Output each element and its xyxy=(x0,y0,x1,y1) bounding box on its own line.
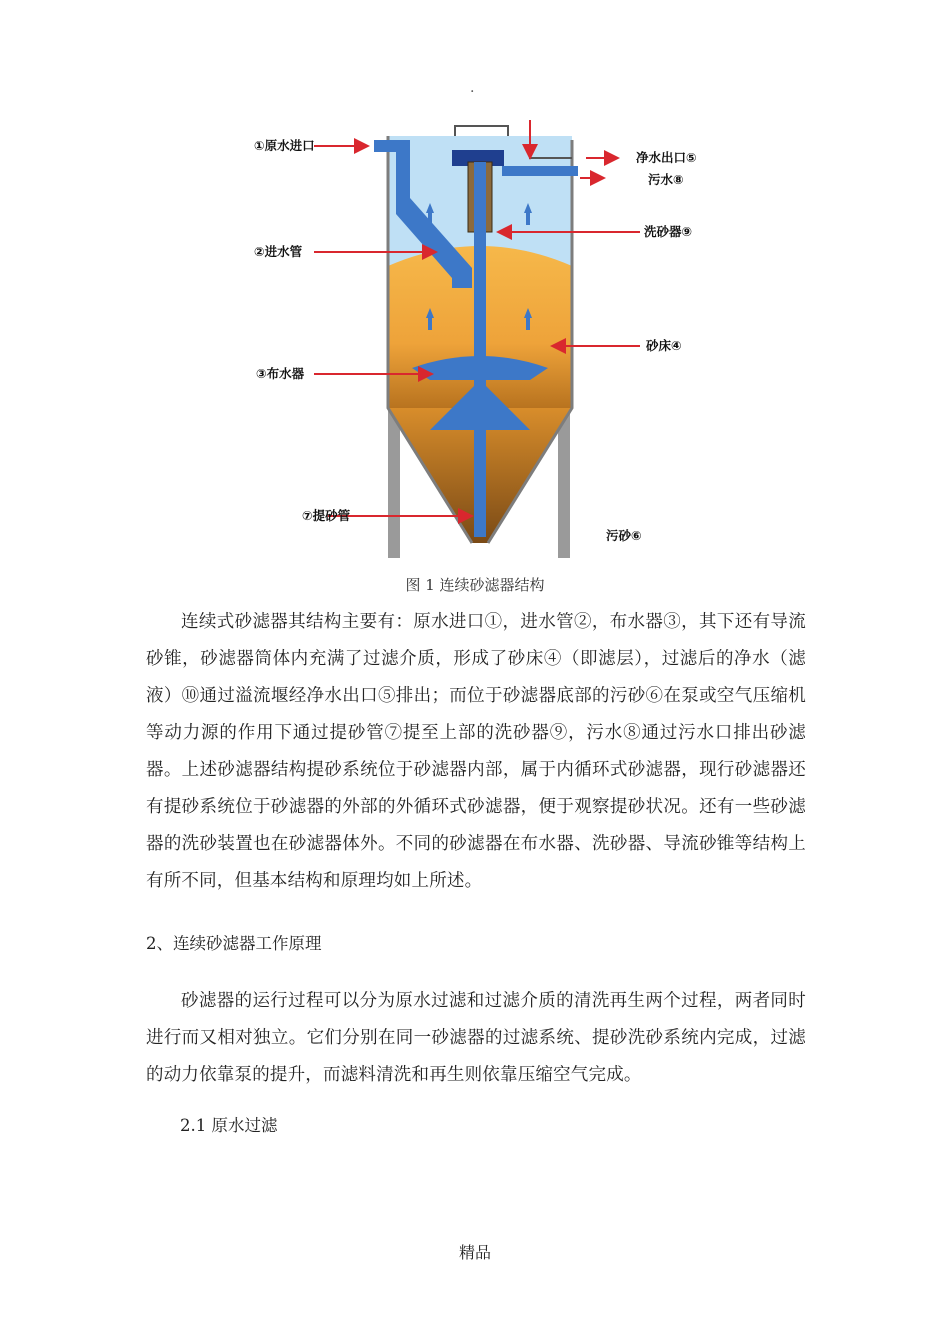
paragraph-structure: 连续式砂滤器其结构主要有：原水进口①，进水管②，布水器③，其下还有导流砂锥，砂滤器筒体内充满了过滤介质，形成了砂床④（即滤层），过滤后的净水（滤液）⑩通过溢流堰经净水出口⑤排出；而位于砂滤器底部的污砂⑥在泵或空气压缩机等动力源的作用下通过提砂管⑦提至上部的洗砂器⑨，污水⑧通过污水口排出砂滤器。上述砂滤器结构提砂系统位于砂滤器内部，属于内循环式砂滤器，现行砂滤器还有提砂系统位于砂滤器的外部的外循环式砂滤器，便于观察提砂状况。还有一些砂滤器的洗砂装置也在砂滤器体外。不同的砂滤器在布水器、洗砂器、导流砂锥等结构上有所不同，但基本结构和原理均如上所述。 xyxy=(146,612,806,891)
subsection-heading: 2.1 原水过滤 xyxy=(180,1116,278,1135)
label-dirty-sand: 污砂⑥ xyxy=(606,528,642,543)
support-leg-right xyxy=(558,408,570,558)
section-heading: 2、连续砂滤器工作原理 xyxy=(146,934,322,953)
figure-caption: 图 1 连续砂滤器结构 xyxy=(405,576,545,594)
support-leg-left xyxy=(388,408,400,558)
label-lift-pipe: ⑦提砂管 xyxy=(302,508,351,523)
top-mark: . xyxy=(470,80,475,96)
label-sand-washer: 洗砂器⑨ xyxy=(644,224,693,239)
label-distributor: ③布水器 xyxy=(256,366,305,381)
label-raw-inlet: ①原水进口 xyxy=(254,138,315,153)
page-footer: 精品 xyxy=(458,1243,491,1262)
top-frame xyxy=(455,126,508,136)
paragraph-principle: 砂滤器的运行过程可以分为原水过滤和过滤介质的清洗再生两个过程，两者同时进行而又相对独立。它们分别在同一砂滤器的过滤系统、提砂洗砂系统内完成，过滤的动力依靠泵的提升，而滤料清洗和再生则依靠压缩空气完成。 xyxy=(146,991,806,1085)
label-sand-bed: 砂床④ xyxy=(646,338,682,353)
label-clean-outlet: 净水出口⑤ xyxy=(636,150,697,165)
lift-pipe xyxy=(474,162,486,537)
label-inlet-pipe: ②进水管 xyxy=(254,244,303,259)
wash-pipe xyxy=(502,166,578,176)
label-wash-water: 污水⑧ xyxy=(648,172,684,187)
sand-filter-diagram xyxy=(240,118,720,568)
